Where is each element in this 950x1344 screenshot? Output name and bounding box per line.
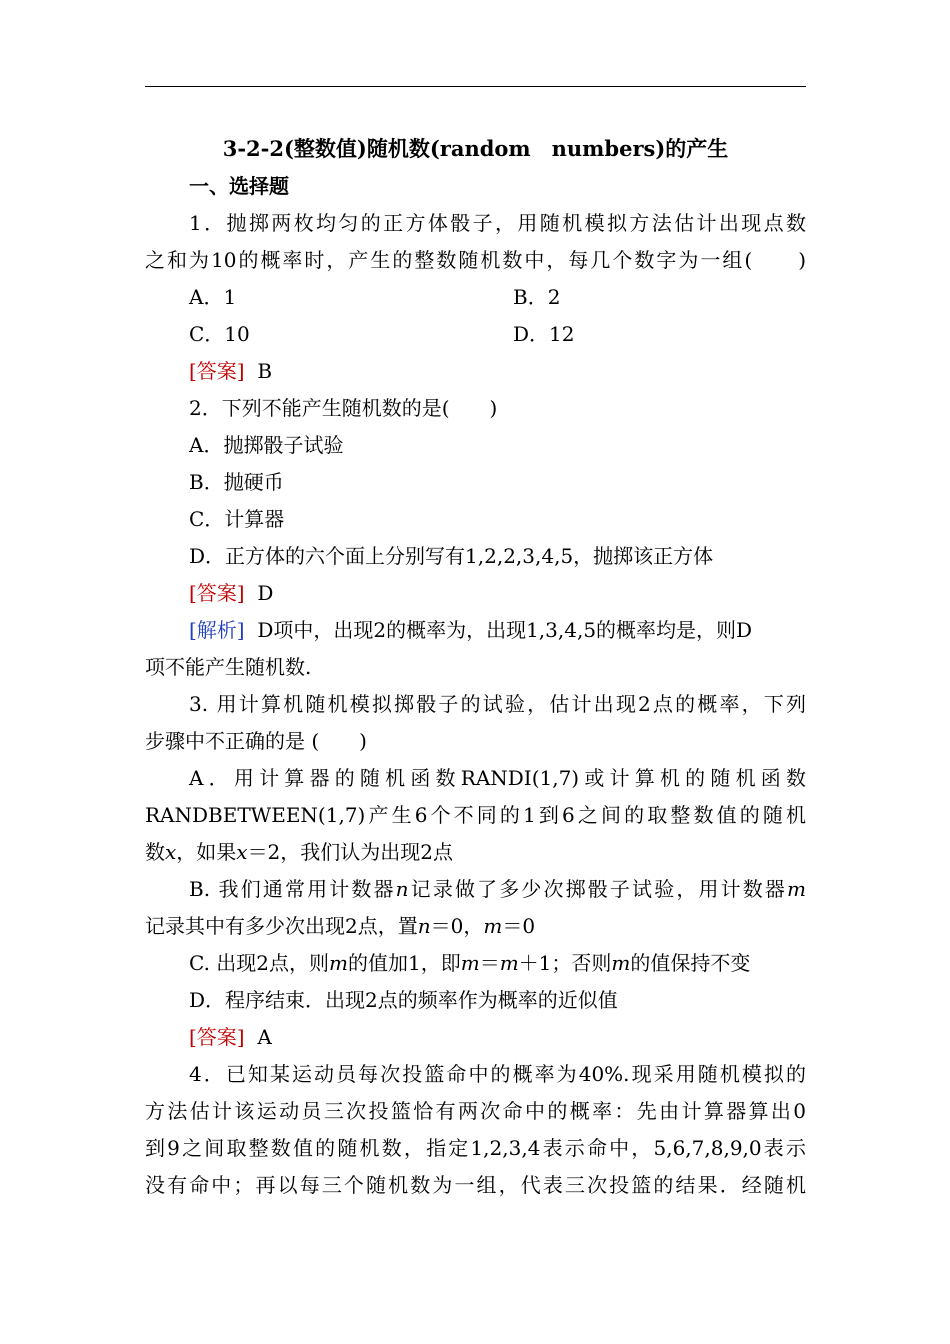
q3-option-d: D．程序结束．出现2点的频率作为概率的近似值 bbox=[189, 988, 618, 1012]
text-run: ＋1；否则 bbox=[518, 951, 612, 975]
text-run: 记录其中有多少次出现2点，置 bbox=[145, 914, 418, 938]
variable-m: m bbox=[483, 914, 503, 938]
variable-m: m bbox=[329, 951, 348, 975]
q3-option-b-line1 bbox=[145, 871, 806, 908]
text-run: ＝2，我们认为出现2点 bbox=[247, 840, 454, 864]
text-run: ＝0 bbox=[502, 914, 536, 938]
variable-m: m bbox=[611, 951, 631, 975]
q4-stem-line4: 没有命中；再以每三个随机数为一组，代表三次投篮的结果．经随机 bbox=[145, 1173, 806, 1197]
text-run: 记录做了多少次掷骰子试验，用计数器 bbox=[408, 877, 788, 901]
q2-option-c: C．计算器 bbox=[189, 507, 285, 531]
variable-m: m bbox=[499, 951, 519, 975]
q3-answer bbox=[145, 1019, 806, 1056]
variable-x: x bbox=[165, 840, 177, 864]
top-rule bbox=[145, 86, 806, 87]
q1-stem-line1: 1．抛掷两枚均匀的正方体骰子，用随机模拟方法估计出现点数 bbox=[189, 211, 806, 235]
q1-stem-line2: 之和为10的概率时，产生的整数随机数中，每几个数字为一组( ) bbox=[145, 248, 806, 272]
q3-option-b-line2 bbox=[145, 908, 806, 945]
answer-tag: [答案] bbox=[189, 1025, 245, 1049]
document-page bbox=[145, 130, 806, 1204]
q3-option-a-line2: RANDBETWEEN(1,7)产生6个不同的1到6之间的取整数值的随机 bbox=[145, 803, 806, 827]
q2-explanation-line1 bbox=[145, 612, 806, 649]
text-run: C. 出现2点，则 bbox=[189, 951, 330, 975]
q1-answer bbox=[145, 353, 806, 390]
variable-x: x bbox=[236, 840, 248, 864]
text-run: B. 我们通常用计数器 bbox=[189, 877, 396, 901]
q2-stem: 2．下列不能产生随机数的是( ) bbox=[189, 396, 498, 420]
answer-value: A bbox=[257, 1025, 272, 1049]
q3-stem-line2: 步骤中不正确的是 ( ) bbox=[145, 729, 367, 753]
q4-stem-line2: 方法估计该运动员三次投篮恰有两次命中的概率：先由计算器算出0 bbox=[145, 1099, 806, 1123]
text-run: 的值保持不变 bbox=[630, 951, 751, 975]
q2-option-d: D．正方体的六个面上分别写有1,2,2,3,4,5，抛掷该正方体 bbox=[189, 544, 714, 568]
explanation-tag: [解析] bbox=[189, 618, 245, 642]
q1-options-row1 bbox=[145, 279, 806, 316]
q1-options-row2 bbox=[145, 316, 806, 353]
q3-option-a-line1: A．用计算器的随机函数RANDI(1,7)或计算机的随机函数 bbox=[189, 766, 806, 790]
q2-answer bbox=[145, 575, 806, 612]
q3-option-c bbox=[145, 945, 806, 982]
text-run: 的值加1，即 bbox=[348, 951, 461, 975]
variable-m: m bbox=[787, 877, 806, 901]
answer-tag: [答案] bbox=[189, 359, 245, 383]
answer-value: B bbox=[257, 359, 273, 383]
text-run: ，如果 bbox=[176, 840, 237, 864]
q1-option-a: A．1 bbox=[189, 285, 237, 309]
page-title: 3-2-2(整数值)随机数(random numbers)的产生 bbox=[222, 136, 729, 161]
q4-stem-line1: 4．已知某运动员每次投篮命中的概率为40%.现采用随机模拟的 bbox=[189, 1062, 806, 1086]
variable-m: m bbox=[460, 951, 480, 975]
q3-option-a-line3 bbox=[145, 834, 806, 871]
variable-n: n bbox=[417, 914, 431, 938]
section-heading: 一、选择题 bbox=[189, 174, 289, 198]
q3-stem-line1: 3. 用计算机随机模拟掷骰子的试验，估计出现2点的概率，下列 bbox=[189, 692, 806, 716]
q1-option-b: B．2 bbox=[513, 285, 561, 309]
answer-value: D bbox=[257, 581, 274, 605]
answer-tag: [答案] bbox=[189, 581, 245, 605]
variable-n: n bbox=[395, 877, 409, 901]
text-run: ＝0， bbox=[430, 914, 484, 938]
q2-option-a: A．抛掷骰子试验 bbox=[189, 433, 344, 457]
explanation-text: D项中，出现2的概率为，出现1,3,4,5的概率均是，则D bbox=[257, 618, 753, 642]
q4-stem-line3: 到9之间取整数值的随机数，指定1,2,3,4表示命中，5,6,7,8,9,0表示 bbox=[145, 1136, 806, 1160]
q2-option-b: B．抛硬币 bbox=[189, 470, 284, 494]
q2-explanation-line2: 项不能产生随机数. bbox=[145, 655, 312, 679]
text-run: 数 bbox=[145, 840, 165, 864]
q1-option-d: D．12 bbox=[513, 322, 575, 346]
text-run: ＝ bbox=[479, 951, 500, 975]
q1-option-c: C．10 bbox=[189, 322, 250, 346]
